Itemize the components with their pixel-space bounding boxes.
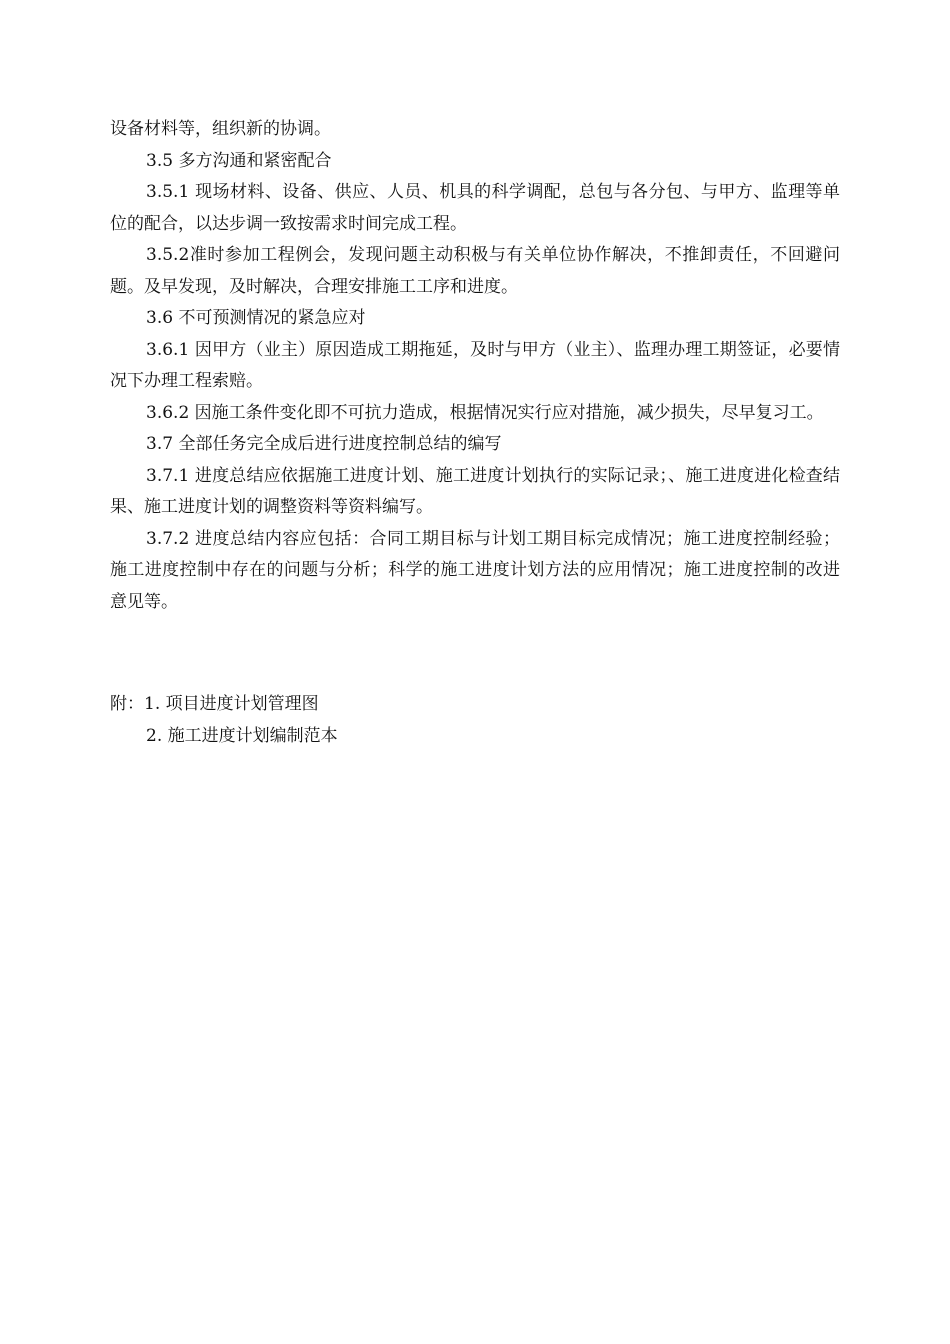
paragraph: 设备材料等，组织新的协调。 [110, 119, 331, 139]
paragraph-3-6-2: 3.6.2 因施工条件变化即不可抗力造成，根据情况实行应对措施，减少损失，尽早复习工。 [146, 402, 824, 423]
paragraph-3-7-2: 3.7.2 进度总结内容应包括：合同工期目标与计划工期目标完成情况；施工进度控制经验；施工进度控制中存在的问题与分析；科学的施工进度计划方法的应用情况；施工进度控制的改进意见等。 [110, 528, 840, 612]
appendix-line-1: 附：1. 项目进度计划管理图 [110, 694, 319, 714]
document-body [110, 114, 840, 618]
appendix-line-2: 2. 施工进度计划编制范本 [146, 726, 338, 746]
appendix [110, 688, 840, 752]
section-heading-3-7: 3.7 全部任务完全成后进行进度控制总结的编写 [146, 434, 502, 454]
section-heading-3-5: 3.5 多方沟通和紧密配合 [146, 150, 332, 171]
section-heading-3-6: 3.6 不可预测情况的紧急应对 [146, 308, 366, 328]
paragraph-3-6-1: 3.6.1 因甲方（业主）原因造成工期拖延，及时与甲方（业主）、监理办理工期签证，必要情况下办理工程索赔。 [110, 339, 840, 391]
paragraph-3-5-1: 3.5.1 现场材料、设备、供应、人员、机具的科学调配，总包与各分包、与甲方、监理等单位的配合，以达步调一致按需求时间完成工程。 [110, 182, 840, 234]
paragraph-3-5-2: 3.5.2准时参加工程例会，发现问题主动积极与有关单位协作解决，不推卸责任，不回避问题。及早发现，及时解决，合理安排施工工序和进度。 [110, 245, 840, 297]
paragraph-3-7-1: 3.7.1 进度总结应依据施工进度计划、施工进度计划执行的实际记录；、施工进度进化检查结果、施工进度计划的调整资料等资料编写。 [110, 465, 840, 517]
